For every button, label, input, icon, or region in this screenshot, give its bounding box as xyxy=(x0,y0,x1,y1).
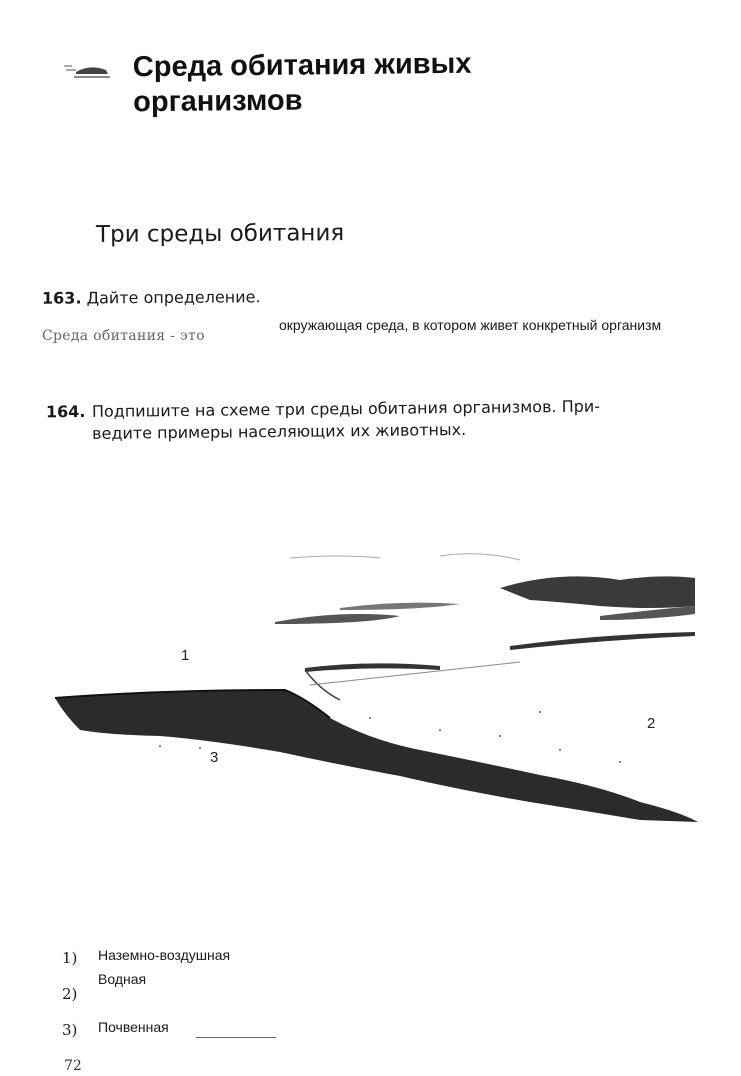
page-number: 72 xyxy=(64,1058,82,1074)
answer-2-number: 2) xyxy=(62,985,78,1003)
task-number: 163. xyxy=(41,288,82,308)
task-prompt-line2: ведите примеры населяющих их животных. xyxy=(92,420,467,443)
answer-1-field[interactable]: Наземно-воздушная xyxy=(98,947,231,963)
answer-1-number: 1) xyxy=(62,949,78,967)
answers-list xyxy=(60,945,700,1055)
section-title: Три среды обитания xyxy=(95,220,345,248)
definition-term: Среда обитания - это xyxy=(42,328,205,344)
answer-2-field[interactable]: Водная xyxy=(98,971,147,987)
answer-3-field[interactable]: Почвенная xyxy=(98,1019,169,1035)
label-air-habitat: 1 xyxy=(181,647,190,664)
answer-3-number: 3) xyxy=(62,1021,78,1039)
task-number: 164. xyxy=(45,401,86,422)
task-prompt-line1: Подпишите на схеме три среды обитания организмов. При- xyxy=(91,396,601,421)
habitats-diagram xyxy=(40,540,720,840)
task-164 xyxy=(46,395,696,446)
task-prompt: Дайте определение. xyxy=(86,287,261,308)
definition-answer-field[interactable]: окружающая среда, в котором живет конкретный организм xyxy=(279,317,662,333)
answer-3-underline xyxy=(196,1037,276,1038)
soil-land xyxy=(55,690,698,822)
clouds xyxy=(275,554,695,672)
label-water-habitat: 2 xyxy=(647,715,656,732)
task-163 xyxy=(42,287,261,308)
chapter-marker-icon xyxy=(62,62,112,82)
chapter-title: Среда обитания живых организмов xyxy=(132,47,472,119)
label-soil-habitat: 3 xyxy=(210,749,219,766)
